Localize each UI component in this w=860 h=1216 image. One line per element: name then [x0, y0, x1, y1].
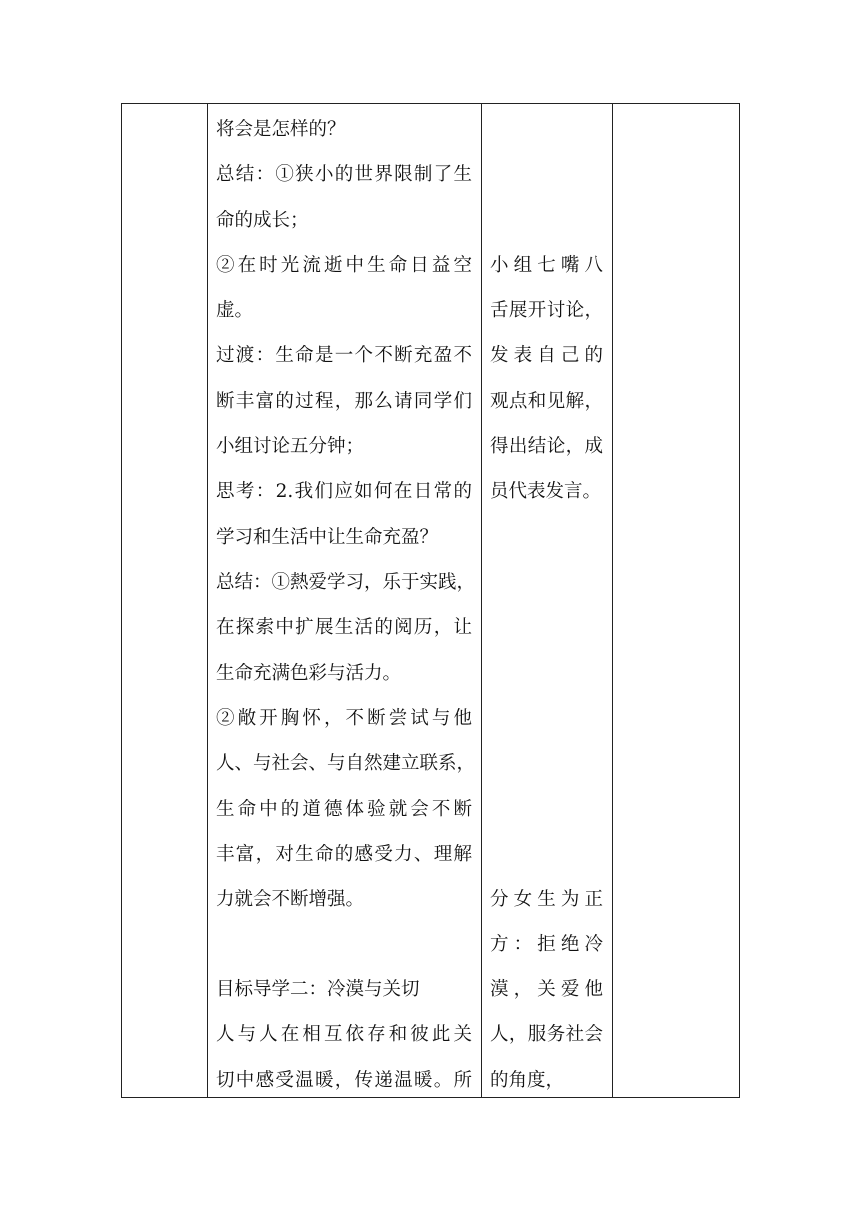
student-activity-line: 漠，关爱他	[490, 979, 603, 1000]
student-activity-line: 观点和见解，	[490, 391, 603, 412]
teacher-activity-line: 生命中的道德体验就会不断	[216, 799, 472, 820]
student-activity-line: 发表自己的	[490, 345, 603, 366]
student-activity-line: 人，服务社会	[490, 1024, 603, 1045]
student-activity-line: 的角度，	[490, 1070, 565, 1091]
teacher-activity-line: 人、与社会、与自然建立联系，	[216, 753, 476, 774]
teacher-activity-line: 生命充满色彩与活力。	[216, 663, 402, 684]
student-activity-line: 舌展开讨论，	[490, 300, 603, 321]
teacher-activity-line: ②在时光流逝中生命日益空	[216, 255, 472, 276]
blank-cell-right	[613, 104, 740, 1098]
teacher-activity-line: 在探索中扩展生活的阅历，让	[216, 617, 472, 638]
student-activity-line: 得出结论，成	[490, 436, 603, 457]
teacher-activity-line: 小组讨论五分钟；	[216, 436, 365, 457]
teacher-activity-line: 总结：①狭小的世界限制了生	[216, 164, 472, 185]
student-activity-line: 分女生为正	[490, 889, 603, 910]
lesson-plan-table	[121, 103, 740, 1098]
teacher-activity-line: 虚。	[216, 300, 254, 321]
teacher-activity-cell	[208, 104, 482, 1098]
student-activity-cell	[482, 104, 613, 1098]
student-activity-line: 小组七嘴八	[490, 255, 603, 276]
teacher-activity-line: ②敞开胸怀，不断尝试与他	[216, 708, 472, 729]
teacher-activity-line: 丰富，对生命的感受力、理解	[216, 844, 472, 865]
blank-cell-left	[122, 104, 208, 1098]
teacher-activity-line: 目标导学二：冷漠与关切	[216, 979, 420, 1000]
student-activity-line: 方：拒绝冷	[490, 934, 603, 955]
teacher-activity-line: 将会是怎样的？	[216, 119, 346, 140]
teacher-activity-line: 切中感受温暖，传递温暖。所	[216, 1070, 472, 1091]
teacher-activity-line: 力就会不断增强。	[216, 889, 365, 910]
teacher-activity-line: 人与人在相互依存和彼此关	[216, 1024, 472, 1045]
teacher-activity-line: 断丰富的过程，那么请同学们	[216, 391, 472, 412]
teacher-activity-line: 学习和生活中让生命充盈？	[216, 527, 439, 548]
student-activity-line: 员代表发言。	[490, 481, 602, 502]
teacher-activity-line: 总结：①熱爱学习，乐于实践，	[216, 572, 476, 593]
table-row	[122, 104, 740, 1098]
teacher-activity-line: 思考：2.我们应如何在日常的	[216, 481, 472, 502]
teacher-activity-line: 命的成长；	[216, 210, 309, 231]
teacher-activity-line: 过渡：生命是一个不断充盈不	[216, 345, 472, 366]
